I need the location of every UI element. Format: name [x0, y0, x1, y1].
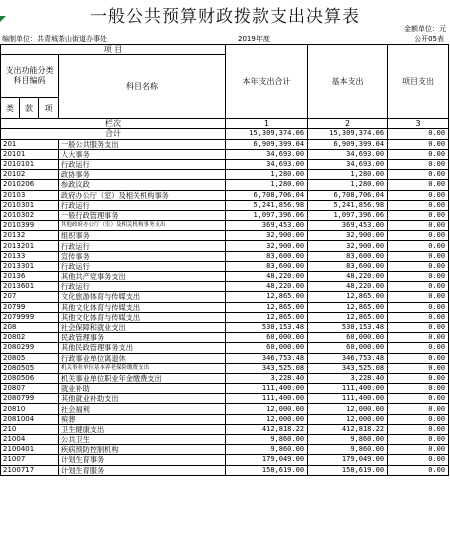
row-c1: 6,909,399.04 [226, 139, 308, 149]
row-name: 行政运行 [59, 159, 226, 169]
row-c2: 6,909,399.04 [308, 139, 388, 149]
row-c2: 1,280.00 [308, 170, 388, 180]
row-c3: 0.00 [388, 363, 449, 373]
row-name: 文化旅游体育与传媒支出 [59, 292, 226, 302]
row-c3: 0.00 [388, 272, 449, 282]
table-row [1, 200, 449, 210]
table-row [1, 404, 449, 414]
row-code: 207 [1, 292, 59, 302]
row-c2: 369,453.00 [308, 221, 388, 231]
table-row [1, 210, 449, 220]
row-c3: 0.00 [388, 292, 449, 302]
row-c3: 0.00 [388, 312, 449, 322]
row-name: 其他民政管理事务支出 [59, 343, 226, 353]
row-c3: 0.00 [388, 241, 449, 251]
row-c3: 0.00 [388, 251, 449, 261]
row-name: 计划生育事务 [59, 455, 226, 465]
row-c2: 1,280.00 [308, 180, 388, 190]
row-c1: 1,097,396.06 [226, 210, 308, 220]
row-name: 行政运行 [59, 261, 226, 271]
row-c3: 0.00 [388, 424, 449, 434]
row-c1: 48,220.00 [226, 282, 308, 292]
table-row [1, 445, 449, 455]
row-code: 2010302 [1, 210, 59, 220]
page-title: 一般公共预算财政拨款支出决算表 [90, 7, 360, 27]
row-c3: 0.00 [388, 159, 449, 169]
row-c1: 34,693.00 [226, 159, 308, 169]
row-c1: 12,865.00 [226, 292, 308, 302]
table-row [1, 394, 449, 404]
table-row [1, 302, 449, 312]
row-c3: 0.00 [388, 414, 449, 424]
row-name: 政府办公厅（室）及相关机构事务 [59, 190, 226, 200]
row-name: 机关事业单位职业年金缴费支出 [59, 373, 226, 383]
row-c1: 158,619.00 [226, 465, 308, 475]
row-name: 行政运行 [59, 241, 226, 251]
row-c1: 5,241,856.98 [226, 200, 308, 210]
table-row [1, 139, 449, 149]
row-code: 2080506 [1, 373, 59, 383]
table-row [1, 373, 449, 383]
table-row [1, 282, 449, 292]
lanci-label: 栏次 [1, 119, 226, 129]
table-row [1, 414, 449, 424]
row-c2: 5,241,856.98 [308, 200, 388, 210]
row-c3: 0.00 [388, 333, 449, 343]
table-row [1, 231, 449, 241]
row-c1: 369,453.00 [226, 221, 308, 231]
table-row [1, 343, 449, 353]
row-code: 20799 [1, 302, 59, 312]
header-kind: 类 [1, 98, 20, 119]
row-c3: 0.00 [388, 322, 449, 332]
row-name: 殡葬 [59, 414, 226, 424]
table-row [1, 272, 449, 282]
row-c3: 0.00 [388, 221, 449, 231]
row-code: 2100401 [1, 445, 59, 455]
row-c1: 530,153.48 [226, 322, 308, 332]
row-code: 20132 [1, 231, 59, 241]
row-c2: 83,600.00 [308, 251, 388, 261]
table-row [1, 190, 449, 200]
row-c1: 48,220.00 [226, 272, 308, 282]
row-c2: 60,000.00 [308, 333, 388, 343]
row-c3: 0.00 [388, 465, 449, 475]
row-c3: 0.00 [388, 445, 449, 455]
row-c3: 0.00 [388, 353, 449, 363]
table-row [1, 241, 449, 251]
row-c1: 12,000.00 [226, 414, 308, 424]
row-name: 其他文化体育与传媒支出 [59, 302, 226, 312]
row-code: 2013301 [1, 261, 59, 271]
lanci-3: 3 [388, 119, 449, 129]
row-c2: 12,865.00 [308, 302, 388, 312]
row-c1: 111,400.00 [226, 394, 308, 404]
row-c3: 0.00 [388, 394, 449, 404]
org-label: 编制单位：共青城茶山街道办事处 [2, 35, 107, 43]
table-row [1, 384, 449, 394]
table-row [1, 221, 449, 231]
row-name: 社会福利 [59, 404, 226, 414]
row-c1: 1,280.00 [226, 180, 308, 190]
row-code: 2081004 [1, 414, 59, 424]
table-row [1, 292, 449, 302]
row-name: 社会保障和就业支出 [59, 322, 226, 332]
lanci-2: 2 [308, 119, 388, 129]
row-code: 210 [1, 424, 59, 434]
row-name: 其他文化体育与传媒支出 [59, 312, 226, 322]
row-c3: 0.00 [388, 261, 449, 271]
row-c1: 32,900.00 [226, 241, 308, 251]
table-row [1, 180, 449, 190]
row-c3: 0.00 [388, 231, 449, 241]
total-c3: 0.00 [388, 129, 449, 139]
row-code: 21007 [1, 455, 59, 465]
table-row [1, 363, 449, 373]
row-code: 2010206 [1, 180, 59, 190]
row-code: 2080799 [1, 394, 59, 404]
row-code: 20805 [1, 353, 59, 363]
expenditure-table [0, 44, 449, 476]
row-c3: 0.00 [388, 435, 449, 445]
row-c2: 9,860.00 [308, 445, 388, 455]
header-subject: 科目名称 [59, 55, 226, 119]
header-col2: 基本支出 [308, 45, 388, 119]
row-c1: 34,693.00 [226, 149, 308, 159]
table-row [1, 312, 449, 322]
row-c3: 0.00 [388, 190, 449, 200]
row-c3: 0.00 [388, 149, 449, 159]
unit-label: 金额单位：元 [404, 25, 446, 33]
row-name: 人大事务 [59, 149, 226, 159]
lanci-1: 1 [226, 119, 308, 129]
row-c1: 1,280.00 [226, 170, 308, 180]
table-row [1, 353, 449, 363]
row-code: 20136 [1, 272, 59, 282]
row-code: 20807 [1, 384, 59, 394]
row-name: 其他共产党事务支出 [59, 272, 226, 282]
total-c2: 15,309,374.06 [308, 129, 388, 139]
row-name: 组织事务 [59, 231, 226, 241]
meta-row [0, 34, 450, 44]
row-c1: 9,860.00 [226, 445, 308, 455]
row-c3: 0.00 [388, 180, 449, 190]
row-c1: 9,860.00 [226, 435, 308, 445]
row-c3: 0.00 [388, 282, 449, 292]
row-code: 21004 [1, 435, 59, 445]
row-c2: 412,818.22 [308, 424, 388, 434]
row-c1: 179,049.00 [226, 455, 308, 465]
row-c2: 179,049.00 [308, 455, 388, 465]
table-row [1, 322, 449, 332]
row-c2: 12,000.00 [308, 404, 388, 414]
row-c2: 12,865.00 [308, 292, 388, 302]
table-row [1, 455, 449, 465]
header-col1: 本年支出合计 [226, 45, 308, 119]
row-code: 20133 [1, 251, 59, 261]
lanci-row [1, 119, 449, 129]
row-c2: 48,220.00 [308, 272, 388, 282]
row-c2: 9,860.00 [308, 435, 388, 445]
row-c2: 158,619.00 [308, 465, 388, 475]
header-project: 项 目 [1, 45, 226, 55]
row-c2: 111,400.00 [308, 394, 388, 404]
row-code: 2079999 [1, 312, 59, 322]
form-number: 公开05表 [414, 35, 444, 43]
row-c1: 60,000.00 [226, 343, 308, 353]
row-code: 20101 [1, 149, 59, 159]
row-code: 2080299 [1, 343, 59, 353]
row-c1: 346,753.48 [226, 353, 308, 363]
row-code: 2013201 [1, 241, 59, 251]
row-name: 一般公共服务支出 [59, 139, 226, 149]
row-name: 其他就业补助支出 [59, 394, 226, 404]
row-code: 208 [1, 322, 59, 332]
table-row [1, 251, 449, 261]
row-c3: 0.00 [388, 404, 449, 414]
row-code: 20103 [1, 190, 59, 200]
row-c2: 6,708,706.04 [308, 190, 388, 200]
table-row [1, 435, 449, 445]
row-name: 公共卫生 [59, 435, 226, 445]
row-c2: 32,900.00 [308, 241, 388, 251]
table-row [1, 465, 449, 475]
row-c3: 0.00 [388, 455, 449, 465]
row-c1: 111,400.00 [226, 384, 308, 394]
row-code: 2010399 [1, 221, 59, 231]
row-code: 20810 [1, 404, 59, 414]
row-c3: 0.00 [388, 139, 449, 149]
row-code: 2100717 [1, 465, 59, 475]
row-code: 2010301 [1, 200, 59, 210]
header-item: 项 [39, 98, 59, 119]
row-c3: 0.00 [388, 170, 449, 180]
row-c1: 3,228.40 [226, 373, 308, 383]
row-c2: 343,525.08 [308, 363, 388, 373]
header-col3: 项目支出 [388, 45, 449, 119]
row-name: 计划生育服务 [59, 465, 226, 475]
row-code: 2080505 [1, 363, 59, 373]
header-section: 款 [20, 98, 39, 119]
row-c2: 3,228.40 [308, 373, 388, 383]
row-name: 卫生健康支出 [59, 424, 226, 434]
header-func-code: 支出功能分类科目编码 [1, 55, 59, 98]
row-name: 宣传事务 [59, 251, 226, 261]
row-name: 一般行政管理事务 [59, 210, 226, 220]
row-name: 机关事业单位基本养老保险缴费支出 [59, 363, 226, 373]
data-rows [1, 139, 449, 475]
row-c3: 0.00 [388, 200, 449, 210]
row-name: 行政事业单位离退休 [59, 353, 226, 363]
row-c2: 83,600.00 [308, 261, 388, 271]
total-c1: 15,309,374.06 [226, 129, 308, 139]
row-code: 20802 [1, 333, 59, 343]
table-row [1, 159, 449, 169]
row-c2: 530,153.48 [308, 322, 388, 332]
row-c1: 83,600.00 [226, 261, 308, 271]
row-c1: 412,818.22 [226, 424, 308, 434]
row-c2: 111,400.00 [308, 384, 388, 394]
row-c3: 0.00 [388, 343, 449, 353]
row-c1: 6,708,706.04 [226, 190, 308, 200]
row-c2: 48,220.00 [308, 282, 388, 292]
row-c2: 60,000.00 [308, 343, 388, 353]
row-c2: 12,865.00 [308, 312, 388, 322]
row-c2: 32,900.00 [308, 231, 388, 241]
table-row [1, 261, 449, 271]
table-row [1, 170, 449, 180]
row-c1: 12,865.00 [226, 312, 308, 322]
row-code: 2010101 [1, 159, 59, 169]
total-row [1, 129, 449, 139]
row-c3: 0.00 [388, 384, 449, 394]
row-name: 民政管理事务 [59, 333, 226, 343]
row-c1: 12,865.00 [226, 302, 308, 312]
row-code: 20102 [1, 170, 59, 180]
row-code: 201 [1, 139, 59, 149]
year-label: 2019年度 [238, 35, 270, 43]
row-name: 行政运行 [59, 282, 226, 292]
row-c1: 32,900.00 [226, 231, 308, 241]
row-name: 疾病预防控制机构 [59, 445, 226, 455]
row-name: 行政运行 [59, 200, 226, 210]
row-c1: 60,000.00 [226, 333, 308, 343]
table-row [1, 149, 449, 159]
row-c3: 0.00 [388, 373, 449, 383]
row-code: 2013601 [1, 282, 59, 292]
row-c3: 0.00 [388, 210, 449, 220]
total-label: 合计 [1, 129, 226, 139]
row-c1: 343,525.08 [226, 363, 308, 373]
row-c2: 12,000.00 [308, 414, 388, 424]
row-c3: 0.00 [388, 302, 449, 312]
row-c2: 34,693.00 [308, 149, 388, 159]
row-c2: 346,753.48 [308, 353, 388, 363]
row-c1: 12,000.00 [226, 404, 308, 414]
row-c2: 1,097,396.06 [308, 210, 388, 220]
row-name: 其他政府办公厅（室）及相关机构事务支出 [59, 221, 226, 231]
row-name: 就业补助 [59, 384, 226, 394]
row-c1: 83,600.00 [226, 251, 308, 261]
table-row [1, 333, 449, 343]
row-c2: 34,693.00 [308, 159, 388, 169]
row-name: 政协事务 [59, 170, 226, 180]
table-row [1, 424, 449, 434]
header-row-project [1, 45, 449, 55]
row-name: 参政议政 [59, 180, 226, 190]
